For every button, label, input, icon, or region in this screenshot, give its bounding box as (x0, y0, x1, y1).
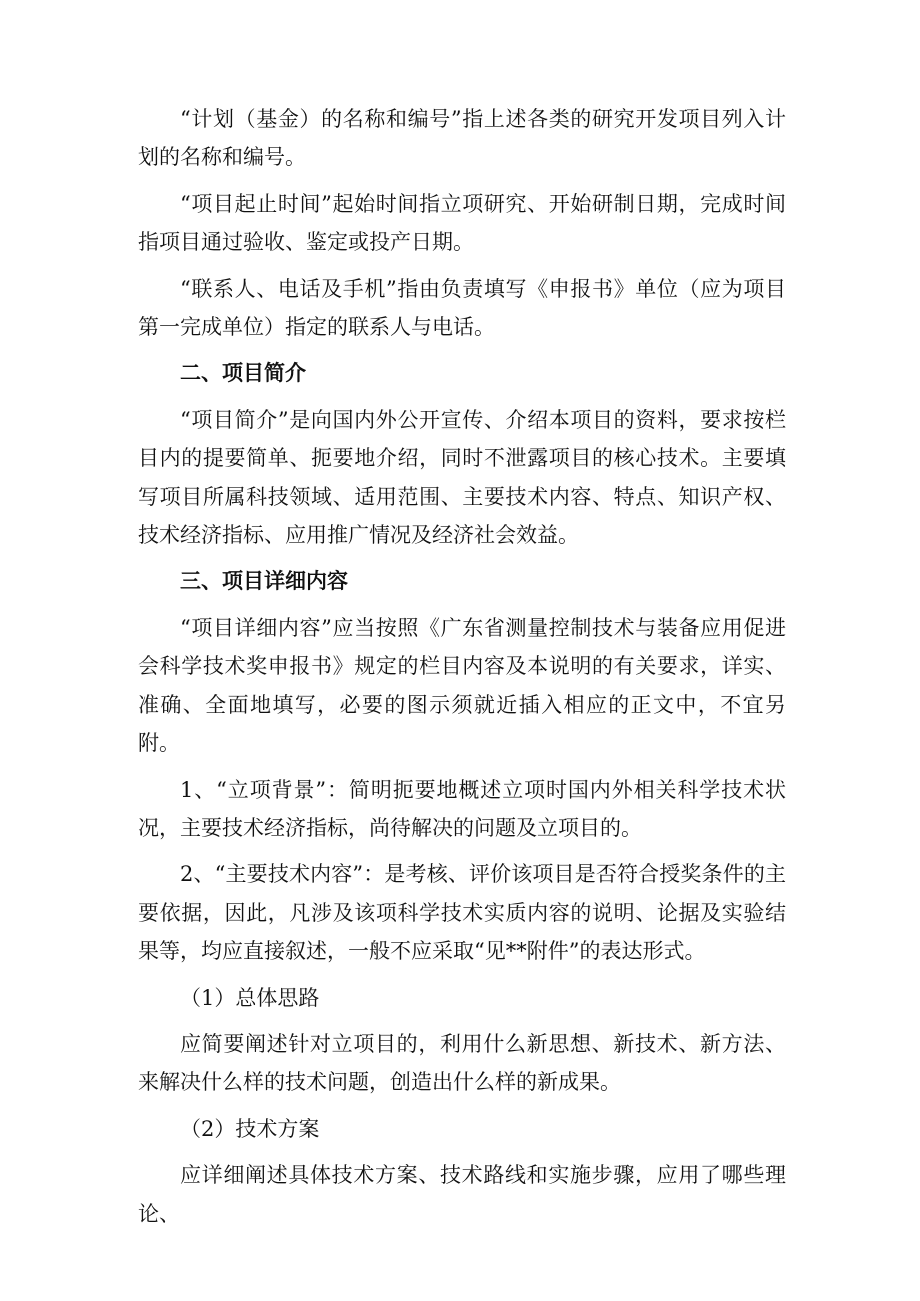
paragraph-contact-info: “联系人、电话及手机”指由负责填写《申报书》单位（应为项目第一完成单位）指定的联系人与电话。 (138, 276, 786, 340)
paragraph-technical-plan: 应详细阐述具体技术方案、技术路线和实施步骤，应用了哪些理论、 (138, 1163, 786, 1226)
paragraph-project-summary: “项目简介”是向国内外公开宣传、介绍本项目的资料，要求按栏目内的提要简单、扼要地介绍，同时不泄露项目的核心技术。主要填写项目所属科技领域、适用范围、主要技术内容、特点、知识产权、技术经济指标、应用推广情况及经济社会效益。 (138, 407, 786, 548)
paragraph-main-technical-content: 2、“主要技术内容”：是考核、评价该项目是否符合授奖条件的主要依据，因此，凡涉及该项科学技术实质内容的说明、论据及实验结果等，均应直接叙述，一般不应采取“见**附件”的表达形式。 (138, 862, 786, 964)
paragraph-overall-approach: 应简要阐述针对立项目的，利用什么新思想、新技术、新方法、来解决什么样的技术问题，创造出什么样的新成果。 (138, 1031, 786, 1095)
paragraph-project-details: “项目详细内容”应当按照《广东省测量控制技术与装备应用促进会科学技术奖申报书》规定的栏目内容及本说明的有关要求，详实、准确、全面地填写，必要的图示须就近插入相应的正文中，不宜另附。 (138, 615, 786, 756)
subheading-technical-plan: （2）技术方案 (180, 1116, 320, 1141)
paragraph-background: 1、“立项背景”：简明扼要地概述立项时国内外相关科学技术状况，主要技术经济指标，尚待解决的问题及立项目的。 (138, 777, 786, 840)
document-body (138, 100, 786, 1233)
subheading-overall-approach: （1）总体思路 (180, 985, 320, 1010)
section-heading-project-details: 三、项目详细内容 (180, 569, 348, 594)
paragraph-project-period: “项目起止时间”起始时间指立项研究、开始研制日期，完成时间指项目通过验收、鉴定或投产日期。 (138, 191, 786, 255)
section-heading-project-summary: 二、项目简介 (180, 361, 306, 386)
paragraph-plan-fund-name: “计划（基金）的名称和编号”指上述各类的研究开发项目列入计划的名称和编号。 (138, 107, 786, 170)
